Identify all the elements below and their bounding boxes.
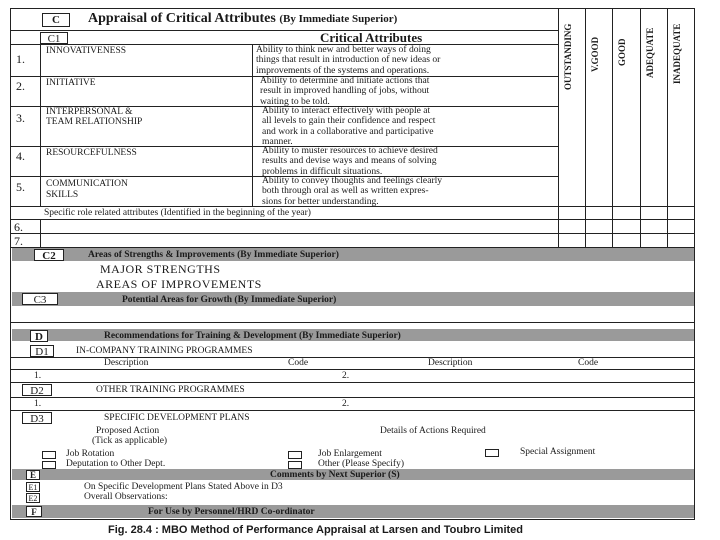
areas-of-improvements: AREAS OF IMPROVEMENTS — [96, 277, 262, 291]
col-line — [252, 44, 253, 206]
col-line — [40, 219, 41, 247]
attr-4-num: 4. — [16, 149, 25, 163]
other-label: Other (Please Specify) — [318, 459, 404, 469]
rating-header-good: GOOD — [617, 38, 627, 66]
attr-desc-line: problems in difficult situations. — [262, 165, 383, 177]
rating-header-vgood: V.GOOD — [590, 36, 600, 72]
section-e2-code: E2 — [26, 493, 40, 503]
section-f-code: F — [26, 506, 42, 517]
attr-desc-line: Ability to determine and initiate actions that — [260, 75, 430, 86]
attr-desc-line: Ability to think new and better ways of doing — [256, 44, 431, 55]
job-rotation-checkbox[interactable] — [42, 451, 56, 459]
deputation-label: Deputation to Other Dept. — [66, 459, 166, 469]
attr-desc-line: manner. — [262, 136, 293, 148]
divider — [10, 397, 695, 398]
d3-proposed-action: Proposed Action — [96, 426, 160, 436]
d2-title: OTHER TRAINING PROGRAMMES — [96, 385, 245, 395]
rating-col-line — [558, 8, 559, 248]
section-e1-code: E1 — [26, 482, 40, 492]
divider — [10, 219, 558, 220]
attr-desc-line: all levels to gain their confidence and respect — [262, 115, 436, 127]
attr-desc-line: results and devise ways and means of solving — [262, 155, 437, 167]
extra-row-7: 7. — [14, 234, 23, 248]
attr-4-name: RESOURCEFULNESS — [46, 148, 137, 158]
section-c3-code: C3 — [22, 293, 58, 305]
specific-role-label: Specific role related attributes (Identified in the beginning of the year) — [44, 208, 311, 218]
deputation-checkbox[interactable] — [42, 461, 56, 469]
attr-3-name: INTERPERSONAL & — [46, 107, 133, 117]
section-d2-code: D2 — [22, 384, 52, 396]
divider — [10, 410, 695, 411]
d1-col-description-1: Description — [104, 358, 149, 368]
d1-col-description-2: Description — [428, 358, 473, 368]
attr-desc-line: waiting to be told. — [260, 95, 330, 107]
d3-tick: (Tick as applicable) — [92, 436, 168, 446]
e2-text: Overall Observations: — [84, 492, 168, 502]
attr-5-name-line2: SKILLS — [46, 190, 79, 200]
attr-3-desc — [262, 106, 556, 148]
attr-1-num: 1. — [16, 52, 25, 66]
d2-row-2: 2. — [342, 399, 350, 409]
attr-desc-line: both through oral as well as written expres- — [262, 185, 429, 197]
section-f-band — [12, 505, 694, 518]
divider — [10, 382, 695, 383]
attr-desc-line: Ability to convey thoughts and feelings clearly — [262, 175, 443, 186]
section-c1-code: C1 — [40, 32, 68, 44]
section-c-title — [88, 11, 397, 27]
d1-row-1: 1. — [34, 371, 42, 381]
section-c-title-text: Appraisal of Critical Attributes — [88, 11, 276, 26]
attr-2-num: 2. — [16, 79, 25, 93]
attr-desc-line: result in improved handling of jobs, without — [260, 85, 430, 97]
attr-5-num: 5. — [16, 180, 25, 194]
section-f-title: For Use by Personnel/HRD Co-ordinator — [148, 507, 315, 517]
rating-col-line — [640, 8, 641, 248]
col-line — [40, 44, 41, 206]
attr-desc-line: Ability to interact effectively with people at — [262, 105, 431, 116]
attr-desc-line: things that result in introduction of new ideas or — [256, 54, 441, 66]
attr-3-name-line2: TEAM RELATIONSHIP — [46, 117, 143, 127]
section-c3-title: Potential Areas for Growth (By Immediate Superior) — [122, 295, 337, 305]
attr-2-desc — [260, 76, 556, 107]
extra-row-6: 6. — [14, 220, 23, 234]
section-e-title: Comments by Next Superior (S) — [270, 470, 400, 480]
section-c2-code: C2 — [34, 249, 64, 261]
section-d-title: Recommendations for Training & Development (By Immediate Superior) — [104, 331, 401, 341]
rating-header-outstanding: OUTSTANDING — [563, 23, 573, 90]
d1-row-2: 2. — [342, 371, 350, 381]
attr-1-desc — [256, 45, 556, 76]
section-d-code: D — [30, 330, 48, 342]
section-c1-title: Critical Attributes — [320, 30, 423, 45]
section-c-code: C — [42, 13, 70, 27]
attr-5-desc — [262, 176, 556, 207]
attr-5-name: COMMUNICATION — [46, 179, 128, 189]
d3-title: SPECIFIC DEVELOPMENT PLANS — [104, 413, 250, 423]
figure-caption: Fig. 28.4 : MBO Method of Performance Appraisal at Larsen and Toubro Limited — [108, 524, 523, 536]
attr-3-num: 3. — [16, 111, 25, 125]
rating-col-line — [667, 8, 668, 248]
divider — [10, 233, 558, 234]
special-assignment-label: Special Assignment — [520, 447, 596, 457]
other-checkbox[interactable] — [288, 461, 302, 469]
rating-header-inadequate: INADEQUATE — [672, 23, 682, 84]
attr-2-name: INITIATIVE — [46, 78, 96, 88]
d1-col-code-2: Code — [578, 358, 599, 368]
attr-desc-line: improvements of the systems and operations. — [256, 64, 430, 76]
rating-row-line — [558, 206, 695, 207]
job-rotation-label: Job Rotation — [66, 449, 115, 459]
section-c2-title: Areas of Strengths & Improvements (By Immediate Superior) — [88, 250, 339, 260]
section-d1-code: D1 — [30, 345, 54, 357]
attr-1-name: INNOVATIVENESS — [46, 46, 127, 56]
divider — [10, 206, 558, 207]
d1-col-code-1: Code — [288, 358, 309, 368]
rating-row-line — [558, 219, 695, 220]
divider — [10, 369, 695, 370]
section-e-code: E — [26, 470, 40, 480]
divider — [10, 322, 695, 323]
job-enlargement-checkbox[interactable] — [288, 451, 302, 459]
e1-text: On Specific Development Plans Stated Above in D3 — [84, 482, 283, 492]
divider — [10, 30, 558, 31]
section-c-subtitle: (By Immediate Superior) — [279, 13, 398, 25]
attr-desc-line: sions for better understanding. — [262, 195, 379, 207]
d1-title: IN-COMPANY TRAINING PROGRAMMES — [76, 346, 253, 356]
rating-col-line — [585, 8, 586, 248]
attr-desc-line: and work in a collaborative and participative — [262, 125, 434, 137]
section-d3-code: D3 — [22, 412, 52, 424]
job-enlargement-label: Job Enlargement — [318, 449, 382, 459]
rating-col-line — [612, 8, 613, 248]
rating-header-adequate: ADEQUATE — [645, 27, 655, 78]
attr-4-desc — [262, 146, 556, 177]
section-c3-band — [12, 292, 694, 306]
d3-details: Details of Actions Required — [380, 426, 486, 436]
attr-desc-line: Ability to muster resources to achieve desired — [262, 145, 438, 156]
major-strengths: MAJOR STRENGTHS — [100, 262, 221, 276]
rating-row-line — [558, 233, 695, 234]
special-assignment-checkbox[interactable] — [485, 449, 499, 457]
d2-row-1: 1. — [34, 399, 42, 409]
